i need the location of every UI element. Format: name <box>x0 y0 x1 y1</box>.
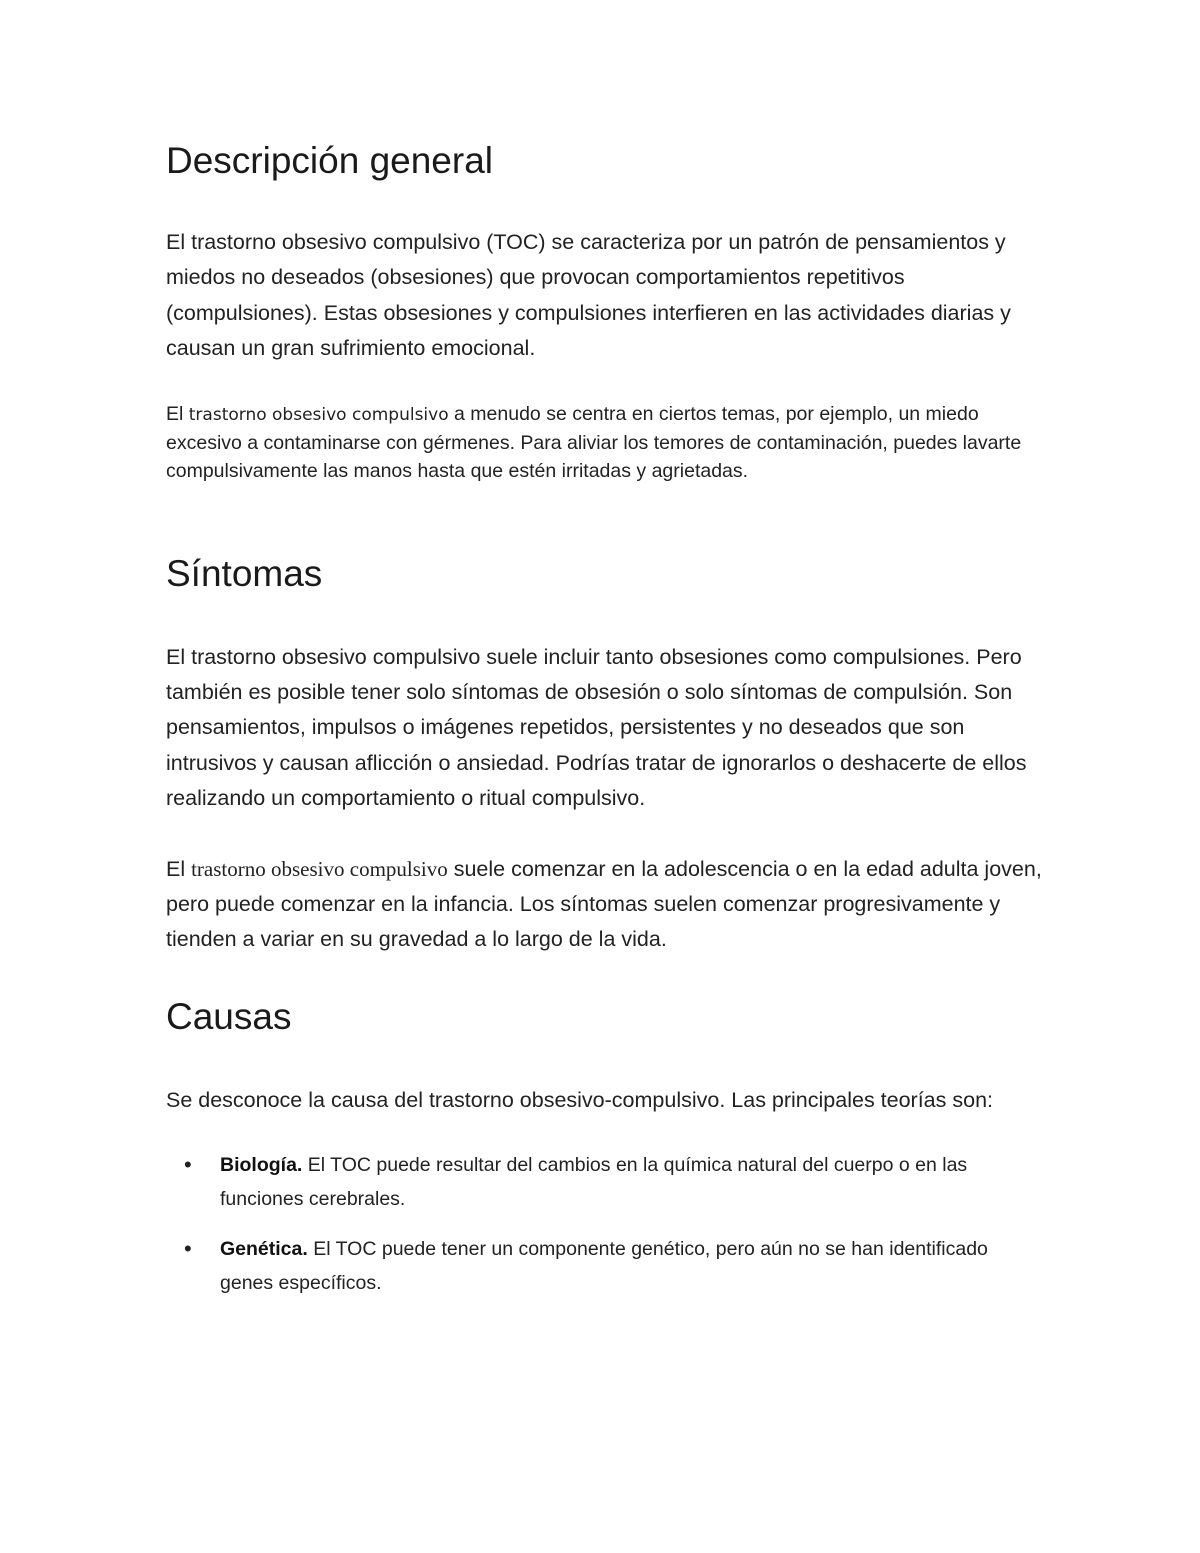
document-page <box>166 138 1046 1300</box>
paragraph-descripcion-2 <box>166 400 1046 485</box>
section-heading-causas: Causas <box>166 995 292 1037</box>
paragraph-rest: a menudo se centra en ciertos temas, por ejemplo, un miedo excesivo a contaminarse con gérmenes. Para aliviar los temores de contaminación, puedes lavarte compulsivamente las manos hasta que estén irritadas y agrietadas. <box>166 402 1022 482</box>
paragraph-rest: suele comenzar en la adolescencia o en la edad adulta joven, pero puede comenzar en la infancia. Los síntomas suelen comenzar progresivamente y tienden a variar en su gravedad a lo largo de la vida. <box>166 856 1042 952</box>
list-item-genetica <box>166 1232 1046 1300</box>
section-heading-descripcion: Descripción general <box>166 140 494 181</box>
paragraph-causas-1: Se desconoce la causa del trastorno obsesivo-compulsivo. Las principales teorías son: <box>166 1087 994 1112</box>
bullet-icon: • <box>184 1152 192 1178</box>
paragraph-descripcion-1: El trastorno obsesivo compulsivo (TOC) se caracteriza por un patrón de pensamientos y miedos no deseados (obsesiones) que provocan comportamientos repetitivos (compulsiones). Estas obsesiones y compulsiones interfieren en las actividades diarias y causan un gran sufrimiento emocional. <box>166 230 1011 361</box>
section-heading-sintomas: Síntomas <box>166 552 323 594</box>
paragraph-prefix: El <box>166 402 189 425</box>
list-item-text: El TOC puede tener un componente genético, pero aún no se han identificado genes específicos. <box>220 1238 988 1295</box>
paragraph-sintomas-1: El trastorno obsesivo compulsivo suele incluir tanto obsesiones como compulsiones. Pero también es posible tener solo síntomas de obsesión o solo síntomas de compulsión. Son pensamientos, impulsos o imágenes repetidos, persistentes y no deseados que son intrusivos y causan aflicción o ansiedad. Podrías tratar de ignorarlos o deshacerte de ellos realizando un comportamiento o ritual compulsivo. <box>166 644 1027 811</box>
paragraph-sintomas-2 <box>166 852 1046 958</box>
term-toc: trastorno obsesivo compulsivo <box>188 404 449 425</box>
term-toc: trastorno obsesivo compulsivo <box>191 856 448 881</box>
list-item-term: Biología. <box>220 1154 303 1177</box>
list-item-text: El TOC puede resultar del cambios en la química natural del cuerpo o en las funciones cerebrales. <box>220 1154 968 1211</box>
paragraph-prefix: El <box>166 856 192 881</box>
list-item-term: Genética. <box>220 1238 308 1261</box>
list-item-biologia <box>166 1148 1046 1216</box>
causes-list <box>166 1148 1046 1300</box>
bullet-icon: • <box>184 1236 192 1262</box>
